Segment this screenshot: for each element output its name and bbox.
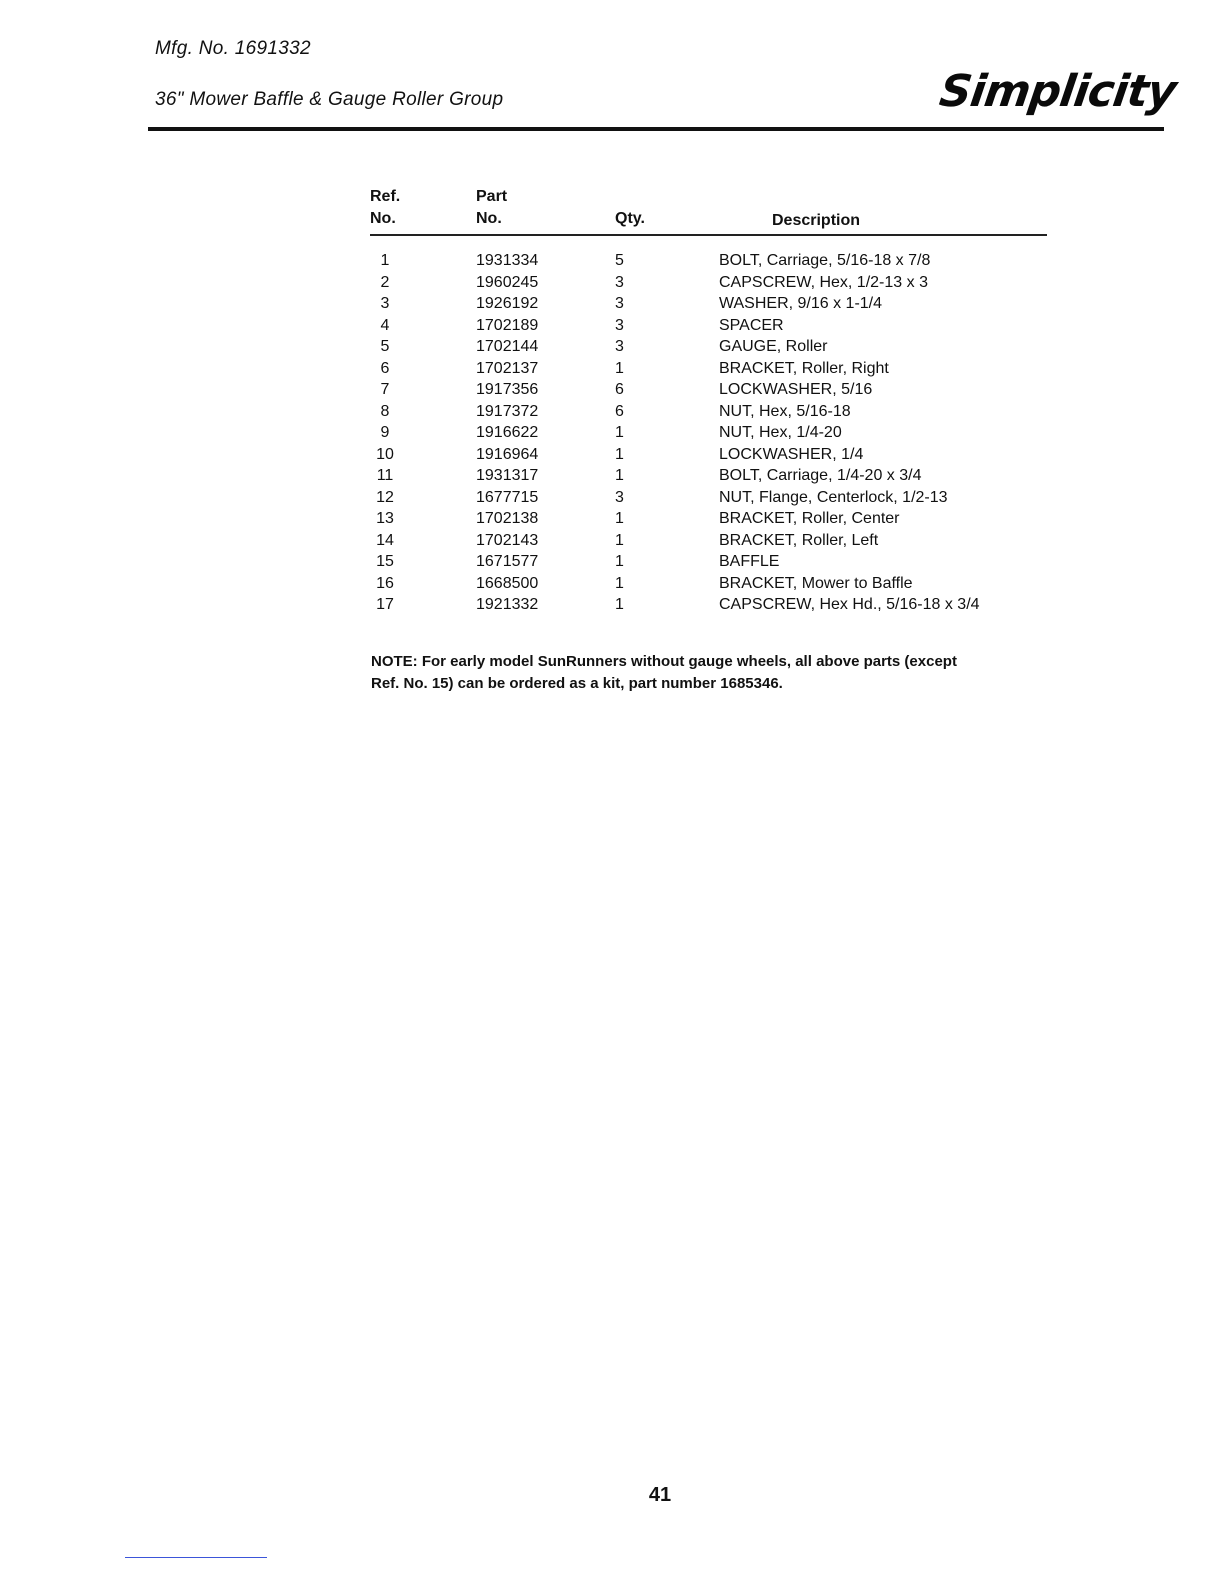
qty-header: Qty.	[615, 210, 645, 227]
description-cell: SPACER	[719, 316, 784, 334]
table-row	[370, 250, 1050, 271]
qty-cell: 1	[615, 445, 624, 463]
description-cell: NUT, Hex, 5/16-18	[719, 402, 851, 420]
ref-cell: 1	[380, 252, 390, 269]
table-row	[370, 293, 1050, 314]
description-cell: BAFFLE	[719, 553, 780, 570]
description-cell: CAPSCREW, Hex Hd., 5/16-18 x 3/4	[719, 596, 980, 613]
table-row	[370, 272, 1050, 293]
page-number: 41	[648, 1484, 672, 1506]
table-row	[370, 444, 1050, 465]
ref-header-line1: Ref.	[370, 188, 401, 205]
description-cell: CAPSCREW, Hex, 1/2-13 x 3	[719, 273, 928, 291]
note-line2: Ref. No. 15) can be ordered as a kit, part number 1685346.	[371, 675, 783, 692]
description-cell: BRACKET, Roller, Center	[719, 510, 900, 527]
ref-cell: 4	[380, 316, 390, 334]
part-number-cell: 1702144	[476, 338, 539, 355]
qty-cell: 6	[615, 402, 624, 420]
mfg-number: Mfg. No. 1691332	[155, 38, 311, 59]
description-cell: LOCKWASHER, 1/4	[719, 445, 864, 463]
qty-cell: 3	[615, 488, 624, 506]
qty-cell: 1	[615, 467, 624, 484]
description-cell: BOLT, Carriage, 5/16-18 x 7/8	[719, 252, 931, 269]
table-row	[370, 422, 1050, 443]
table-row	[370, 508, 1050, 529]
ref-header-line2: No.	[370, 210, 396, 227]
description-cell: LOCKWASHER, 5/16	[719, 381, 873, 398]
part-header-line2: No.	[476, 210, 502, 227]
part-header-line1: Part	[476, 188, 508, 205]
table-row	[370, 487, 1050, 508]
qty-cell: 3	[615, 338, 624, 355]
part-no-header	[476, 186, 507, 230]
part-number-cell: 1702137	[476, 359, 539, 377]
ref-cell: 13	[376, 510, 394, 527]
qty-cell: 1	[615, 510, 624, 527]
ref-no-header	[370, 186, 400, 230]
ref-cell: 7	[380, 381, 390, 398]
ref-cell: 16	[376, 574, 394, 592]
description-cell: BOLT, Carriage, 1/4-20 x 3/4	[719, 467, 922, 484]
qty-cell: 3	[615, 295, 624, 312]
ref-cell: 17	[376, 596, 394, 613]
table-header-rule	[370, 234, 1047, 236]
description-cell: NUT, Flange, Centerlock, 1/2-13	[719, 488, 948, 506]
qty-cell: 1	[615, 359, 624, 377]
qty-cell: 1	[615, 553, 624, 570]
part-number-cell: 1677715	[476, 488, 539, 506]
description-header: Description	[772, 212, 861, 229]
part-number-cell: 1960245	[476, 273, 539, 291]
ref-cell: 5	[380, 338, 390, 355]
part-number-cell: 1926192	[476, 295, 539, 312]
part-number-cell: 1916622	[476, 424, 539, 441]
description-cell: BRACKET, Roller, Right	[719, 359, 889, 377]
table-row	[370, 358, 1050, 379]
qty-cell: 1	[615, 424, 624, 441]
table-row	[370, 336, 1050, 357]
ref-cell: 6	[380, 359, 390, 377]
qty-cell: 3	[615, 316, 624, 334]
table-row	[370, 315, 1050, 336]
part-number-cell: 1931334	[476, 252, 539, 269]
qty-cell: 6	[615, 381, 624, 398]
table-row	[370, 379, 1050, 400]
ref-cell: 8	[380, 402, 390, 420]
part-number-cell: 1668500	[476, 574, 539, 592]
part-number-cell: 1671577	[476, 553, 539, 570]
ref-cell: 9	[380, 424, 390, 441]
description-cell: WASHER, 9/16 x 1-1/4	[719, 295, 883, 312]
table-row	[370, 401, 1050, 422]
qty-cell: 5	[615, 252, 624, 269]
ref-cell: 10	[376, 445, 394, 463]
description-cell: NUT, Hex, 1/4-20	[719, 424, 842, 441]
part-number-cell: 1702189	[476, 316, 539, 334]
ref-cell: 12	[376, 488, 394, 506]
ref-cell: 11	[376, 467, 394, 484]
note-line1: NOTE: For early model SunRunners without gauge wheels, all above parts (except	[371, 653, 957, 670]
description-cell: BRACKET, Roller, Left	[719, 531, 879, 549]
qty-cell: 1	[615, 596, 624, 613]
ref-cell: 15	[376, 553, 394, 570]
simplicity-logo: Simplicity	[936, 66, 1179, 117]
kit-note	[371, 651, 1071, 695]
table-row	[370, 573, 1050, 594]
part-number-cell: 1921332	[476, 596, 539, 613]
description-cell: GAUGE, Roller	[719, 338, 828, 355]
page-subtitle: 36" Mower Baffle & Gauge Roller Group	[155, 89, 504, 110]
table-row	[370, 465, 1050, 486]
qty-cell: 3	[615, 273, 624, 291]
part-number-cell: 1702143	[476, 531, 539, 549]
table-row	[370, 530, 1050, 551]
part-number-cell: 1702138	[476, 510, 539, 527]
description-cell: BRACKET, Mower to Baffle	[719, 574, 913, 592]
part-number-cell: 1931317	[476, 467, 539, 484]
table-row	[370, 551, 1050, 572]
part-number-cell: 1917356	[476, 381, 539, 398]
ref-cell: 3	[380, 295, 390, 312]
part-number-cell: 1917372	[476, 402, 539, 420]
ref-cell: 14	[376, 531, 394, 549]
qty-cell: 1	[615, 531, 624, 549]
table-row	[370, 594, 1050, 615]
footer-link-underline	[125, 1557, 267, 1558]
qty-cell: 1	[615, 574, 624, 592]
ref-cell: 2	[380, 273, 390, 291]
header-rule	[148, 127, 1164, 131]
part-number-cell: 1916964	[476, 445, 539, 463]
